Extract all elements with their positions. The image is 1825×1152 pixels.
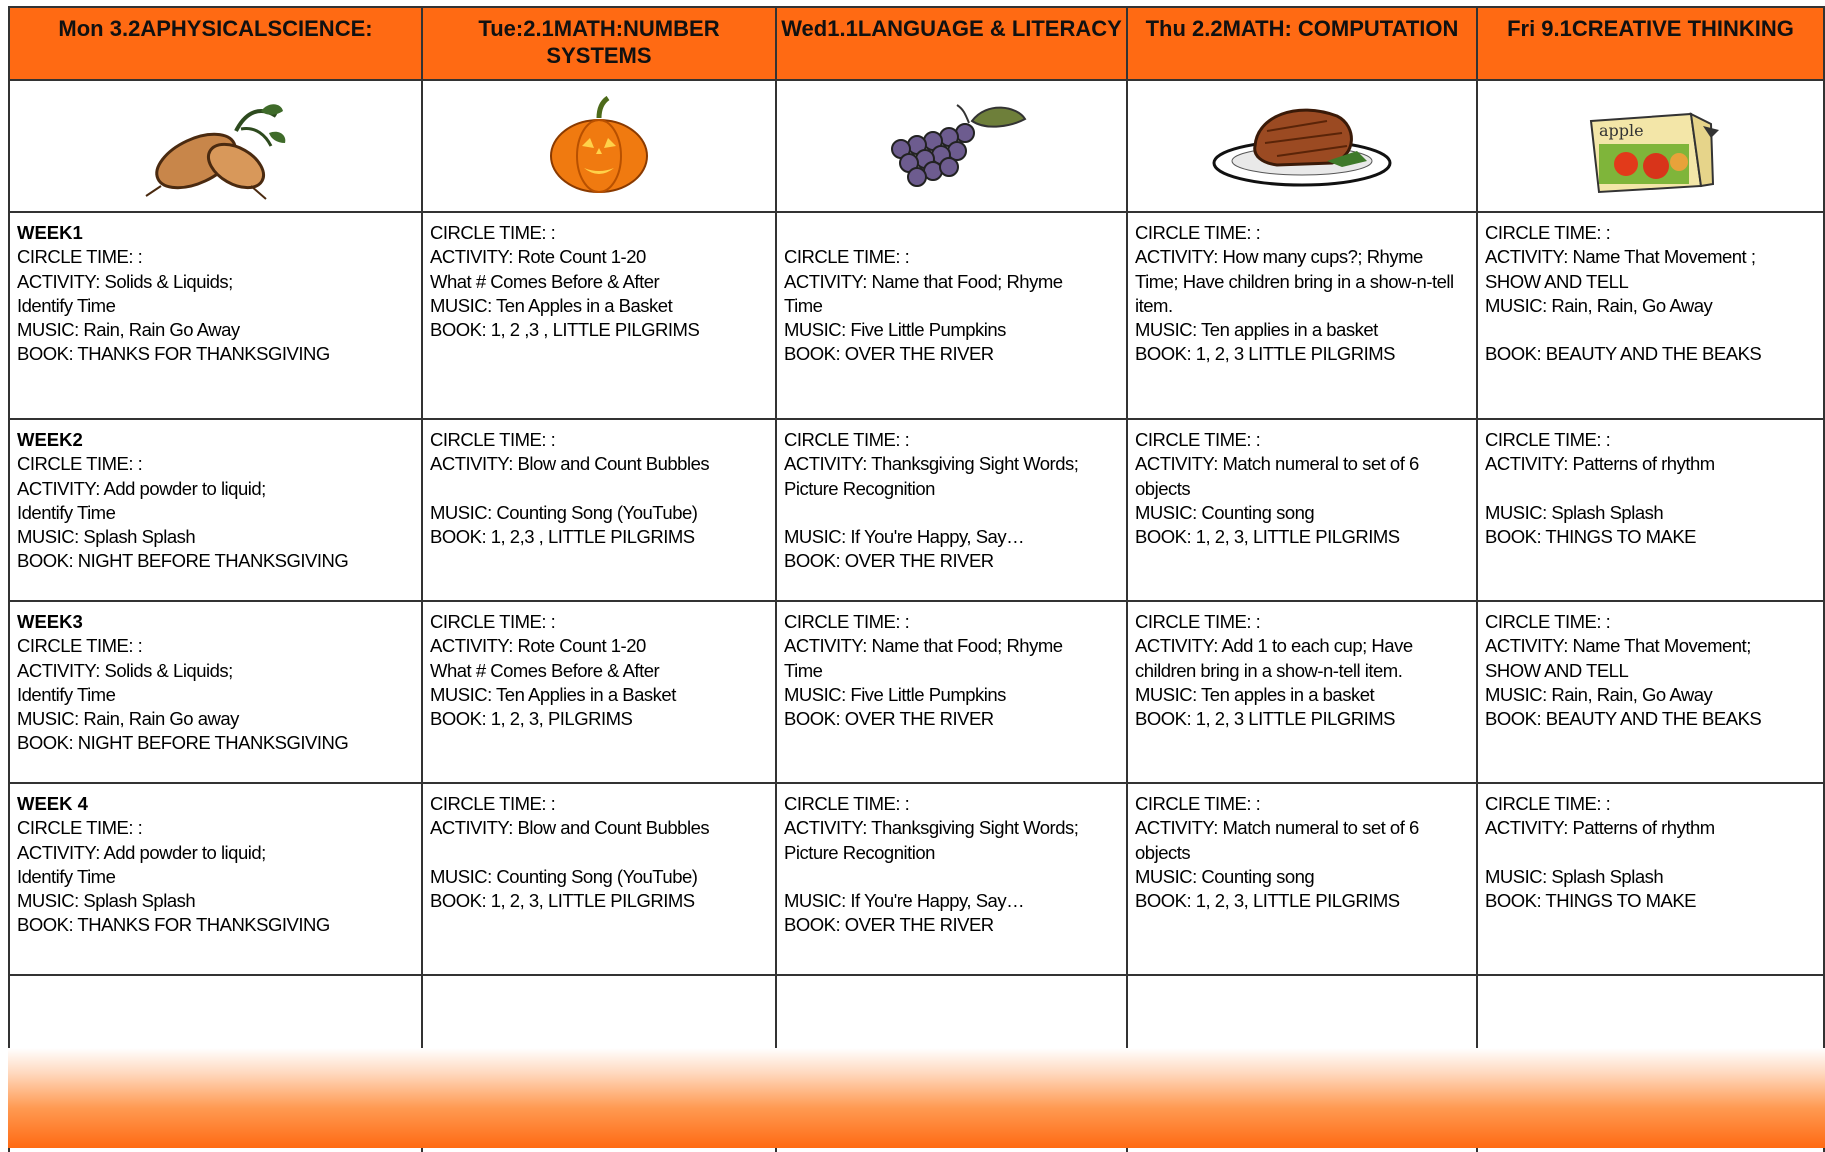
plan-line: ACTIVITY: Blow and Count Bubbles — [430, 817, 710, 839]
blank-line — [1485, 318, 1823, 342]
plan-line: ACTIVITY: Thanksgiving Sight Words; — [784, 817, 1079, 839]
blank-line — [430, 477, 775, 501]
week4-tue-cell — [421, 782, 775, 974]
plan-line: MUSIC: Splash Splash — [17, 890, 196, 912]
svg-text:apple: apple — [1598, 121, 1644, 140]
plan-line: BOOK: NIGHT BEFORE THANKSGIVING — [17, 550, 349, 572]
header-cell-fri — [1476, 6, 1825, 79]
header-day: Tue:2.1 — [478, 16, 554, 41]
plan-line: MUSIC: Counting Song (YouTube) — [430, 501, 698, 523]
plan-line: MUSIC: Counting song — [1135, 501, 1315, 523]
plan-line: CIRCLE TIME: : — [17, 817, 143, 839]
plan-line: MUSIC: Splash Splash — [1485, 865, 1664, 887]
plan-line: CIRCLE TIME: : — [784, 429, 910, 450]
weekly-lesson-plan-table — [8, 6, 1825, 1152]
plan-line: CIRCLE TIME: : — [784, 793, 910, 814]
plan-line: ACTIVITY: Solids & Liquids; — [17, 270, 233, 292]
pumpkin-icon — [544, 96, 654, 196]
plan-line: Time — [784, 294, 823, 316]
header-cell-tue — [421, 6, 775, 79]
plan-line: CIRCLE TIME: : — [1485, 222, 1611, 243]
header-day: Mon 3.2A — [58, 16, 157, 41]
week1-fri-cell — [1476, 211, 1825, 418]
picture-cell-fri — [1476, 79, 1825, 211]
week4-wed-cell — [775, 782, 1126, 974]
plan-line: ACTIVITY: Rote Count 1-20 — [430, 246, 646, 268]
plan-line: What # Comes Before & After — [430, 270, 660, 292]
plan-line: CIRCLE TIME: : — [430, 793, 556, 814]
week2-fri-cell — [1476, 418, 1825, 600]
plan-line: MUSIC: Ten applies in a basket — [1135, 319, 1378, 341]
plan-line: ACTIVITY: Patterns of rhythm — [1485, 453, 1715, 475]
plan-line: BOOK: 1, 2, 3 LITTLE PILGRIMS — [1135, 708, 1396, 730]
plan-line: ACTIVITY: Match numeral to set of 6 — [1135, 453, 1419, 475]
week2-tue-cell — [421, 418, 775, 600]
plan-line: Identify Time — [17, 683, 116, 705]
plan-line: MUSIC: Five Little Pumpkins — [784, 683, 1006, 705]
plan-line: ACTIVITY: Name that Food; Rhyme — [784, 635, 1063, 657]
blank-line — [784, 221, 1126, 245]
plan-line: ACTIVITY: How many cups?; Rhyme — [1135, 246, 1423, 268]
plan-line: BOOK: THANKS FOR THANKSGIVING — [17, 343, 330, 365]
blank-line — [430, 841, 775, 865]
week4-mon-cell — [8, 782, 421, 974]
week2-mon-cell — [8, 418, 421, 600]
sweet-potato-icon — [141, 91, 291, 201]
picture-cell-tue — [421, 79, 775, 211]
plan-line: MUSIC: Ten Apples in a Basket — [430, 294, 673, 316]
plan-line: MUSIC: Rain, Rain, Go Away — [1485, 294, 1713, 316]
blank-line — [784, 865, 1126, 889]
plan-line: CIRCLE TIME: : — [1135, 793, 1261, 814]
plan-line: ACTIVITY: Patterns of rhythm — [1485, 817, 1715, 839]
header-cell-wed — [775, 6, 1126, 79]
plan-line: Identify Time — [17, 294, 116, 316]
header-cell-thu — [1126, 6, 1476, 79]
plan-line: BOOK: 1, 2, 3, LITTLE PILGRIMS — [1135, 526, 1400, 548]
header-day: Thu 2.2 — [1145, 16, 1223, 41]
week-label: WEEK1 — [17, 222, 83, 243]
week3-fri-cell — [1476, 600, 1825, 782]
week2-thu-cell — [1126, 418, 1476, 600]
plan-line: BOOK: 1, 2,3 , LITTLE PILGRIMS — [430, 526, 695, 548]
plan-line: BOOK: 1, 2, 3, PILGRIMS — [430, 708, 633, 730]
plan-line: BOOK: 1, 2, 3, LITTLE PILGRIMS — [1135, 890, 1400, 912]
plan-line: BOOK: THANKS FOR THANKSGIVING — [17, 914, 330, 936]
plan-line: BOOK: 1, 2, 3, LITTLE PILGRIMS — [430, 890, 695, 912]
plan-line: ACTIVITY: Name That Movement ; — [1485, 246, 1756, 268]
week1-mon-cell — [8, 211, 421, 418]
week3-mon-cell — [8, 600, 421, 782]
week3-tue-cell — [421, 600, 775, 782]
plan-line: BOOK: THINGS TO MAKE — [1485, 890, 1697, 912]
plan-line: ACTIVITY: Add 1 to each cup; Have — [1135, 635, 1413, 657]
plan-line: BOOK: NIGHT BEFORE THANKSGIVING — [17, 732, 349, 754]
plan-line: BOOK: OVER THE RIVER — [784, 550, 994, 572]
plan-line: CIRCLE TIME: : — [1135, 429, 1261, 450]
plan-line: Time — [784, 659, 823, 681]
header-day: Fri 9.1 — [1507, 16, 1572, 41]
plan-line: MUSIC: Rain, Rain Go Away — [17, 319, 240, 341]
plan-line: ACTIVITY: Add powder to liquid; — [17, 841, 266, 863]
plan-line: ACTIVITY: Solids & Liquids; — [17, 659, 233, 681]
plan-line: BOOK: 1, 2, 3 LITTLE PILGRIMS — [1135, 343, 1396, 365]
week2-wed-cell — [775, 418, 1126, 600]
week3-thu-cell — [1126, 600, 1476, 782]
plan-line: BOOK: OVER THE RIVER — [784, 343, 994, 365]
header-cell-mon — [8, 6, 421, 79]
ham-icon — [1207, 101, 1397, 191]
plan-line: CIRCLE TIME: : — [1485, 429, 1611, 450]
plan-line: Identify Time — [17, 501, 116, 523]
plan-line: MUSIC: Splash Splash — [17, 526, 196, 548]
plan-line: CIRCLE TIME: : — [1485, 611, 1611, 632]
plan-line: BOOK: BEAUTY AND THE BEAKS — [1485, 708, 1762, 730]
header-subject: CREATIVE THINKING — [1571, 16, 1794, 41]
plan-line: CIRCLE TIME: : — [784, 246, 910, 268]
plan-line: BOOK: OVER THE RIVER — [784, 708, 994, 730]
plan-line: BOOK: OVER THE RIVER — [784, 914, 994, 936]
plan-line: Time; Have children bring in a show-n-tell — [1135, 270, 1454, 292]
plan-line: ACTIVITY: Blow and Count Bubbles — [430, 453, 710, 475]
plan-line: CIRCLE TIME: : — [1135, 222, 1261, 243]
week4-fri-cell — [1476, 782, 1825, 974]
plan-line: MUSIC: If You're Happy, Say… — [784, 890, 1025, 912]
header-subject: MATH:NUMBER SYSTEMS — [546, 16, 720, 68]
plan-line: MUSIC: Counting song — [1135, 865, 1315, 887]
plan-line: CIRCLE TIME: : — [17, 635, 143, 657]
plan-line: BOOK: THINGS TO MAKE — [1485, 526, 1697, 548]
plan-line: MUSIC: Ten Applies in a Basket — [430, 683, 676, 705]
blank-line — [1485, 477, 1823, 501]
blank-line — [1485, 841, 1823, 865]
plan-line: SHOW AND TELL — [1485, 270, 1629, 292]
plan-line: BOOK: BEAUTY AND THE BEAKS — [1485, 343, 1762, 365]
plan-line: CIRCLE TIME: : — [1485, 793, 1611, 814]
plan-line: objects — [1135, 477, 1191, 499]
plan-line: ACTIVITY: Thanksgiving Sight Words; — [784, 453, 1079, 475]
week4-thu-cell — [1126, 782, 1476, 974]
plan-line: CIRCLE TIME: : — [17, 246, 143, 268]
plan-line: MUSIC: Five Little Pumpkins — [784, 319, 1006, 341]
plan-line: item. — [1135, 294, 1173, 316]
plan-line: ACTIVITY: Match numeral to set of 6 — [1135, 817, 1419, 839]
grapes-icon — [877, 101, 1027, 191]
plan-line: CIRCLE TIME: : — [1135, 611, 1261, 632]
plan-line: ACTIVITY: Add powder to liquid; — [17, 477, 266, 499]
bottom-orange-banner — [8, 1048, 1825, 1148]
plan-line: objects — [1135, 841, 1191, 863]
picture-cell-wed — [775, 79, 1126, 211]
week1-thu-cell — [1126, 211, 1476, 418]
plan-line: MUSIC: Rain, Rain Go away — [17, 708, 239, 730]
week-label: WEEK 4 — [17, 793, 88, 814]
week-label: WEEK3 — [17, 611, 83, 632]
plan-line: CIRCLE TIME: : — [784, 611, 910, 632]
apple-box-icon — [1581, 96, 1721, 196]
header-day: Wed1.1 — [781, 16, 858, 41]
plan-line: MUSIC: If You're Happy, Say… — [784, 526, 1025, 548]
plan-line: MUSIC: Counting Song (YouTube) — [430, 865, 698, 887]
plan-line: MUSIC: Rain, Rain, Go Away — [1485, 683, 1713, 705]
week1-tue-cell — [421, 211, 775, 418]
plan-line: ACTIVITY: Name that Food; Rhyme — [784, 270, 1063, 292]
plan-line: Picture Recognition — [784, 477, 935, 499]
plan-line: ACTIVITY: Rote Count 1-20 — [430, 635, 646, 657]
header-subject: PHYSICALSCIENCE: — [156, 16, 373, 41]
plan-line: ACTIVITY: Name That Movement; — [1485, 635, 1751, 657]
week3-wed-cell — [775, 600, 1126, 782]
plan-line: children bring in a show-n-tell item. — [1135, 659, 1403, 681]
plan-line: BOOK: 1, 2 ,3 , LITTLE PILGRIMS — [430, 319, 700, 341]
week-label: WEEK2 — [17, 429, 83, 450]
plan-line: CIRCLE TIME: : — [430, 222, 556, 243]
plan-line: CIRCLE TIME: : — [17, 453, 143, 475]
plan-line: CIRCLE TIME: : — [430, 429, 556, 450]
header-subject: MATH: COMPUTATION — [1222, 16, 1459, 41]
plan-line: Identify Time — [17, 865, 116, 887]
picture-cell-mon — [8, 79, 421, 211]
plan-line: SHOW AND TELL — [1485, 659, 1629, 681]
picture-cell-thu — [1126, 79, 1476, 211]
plan-line: MUSIC: Splash Splash — [1485, 501, 1664, 523]
blank-line — [784, 501, 1126, 525]
plan-line: CIRCLE TIME: : — [430, 611, 556, 632]
header-subject: LANGUAGE & LITERACY — [857, 16, 1122, 41]
plan-line: Picture Recognition — [784, 841, 935, 863]
week1-wed-cell — [775, 211, 1126, 418]
plan-line: MUSIC: Ten apples in a basket — [1135, 683, 1375, 705]
plan-line: What # Comes Before & After — [430, 659, 660, 681]
